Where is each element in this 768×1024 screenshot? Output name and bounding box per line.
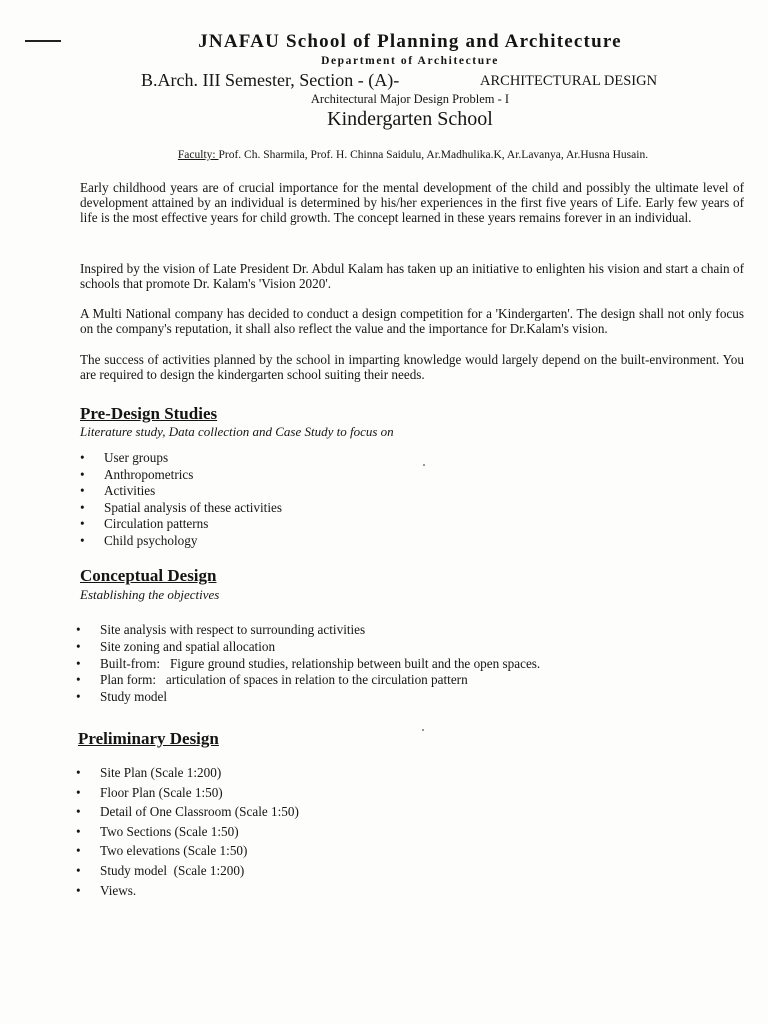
section-subheading-pre-design: Literature study, Data collection and Case Study to focus on	[80, 424, 394, 439]
list-item: • Site Plan (Scale 1:200)	[76, 763, 299, 783]
list-item: • Anthropometrics	[80, 466, 194, 482]
list-item: • Views.	[76, 881, 299, 901]
bullet-icon: •	[76, 882, 81, 898]
list-item: • Activities	[80, 483, 156, 499]
list-item: • Study model	[76, 689, 168, 705]
subject-name: ARCHITECTURAL DESIGN	[480, 73, 658, 89]
bullet-icon: •	[76, 672, 81, 688]
faculty-label: Faculty:	[177, 149, 219, 161]
bullet-icon: •	[80, 466, 85, 482]
bullet-icon: •	[76, 655, 81, 671]
section-heading-conceptual-design: Conceptual Design	[80, 566, 217, 585]
bullet-icon: •	[76, 689, 81, 705]
list-item: • Detail of One Classroom (Scale 1:50)	[76, 802, 299, 822]
list-item: • Child psychology	[80, 532, 198, 548]
list-item: • Built-from: Figure ground studies, relationship between built and the open spaces.	[76, 655, 541, 671]
bullet-icon: •	[80, 450, 85, 465]
bullet-icon: •	[80, 532, 85, 548]
design-problem: Architectural Major Design Problem - I	[310, 92, 510, 106]
list-item: • Plan form: articulation of spaces in relation to the circulation pattern	[76, 672, 468, 688]
section-subheading-conceptual-design: Establishing the objectives	[80, 587, 220, 602]
bullet-icon: •	[76, 823, 81, 839]
faculty-line	[80, 149, 746, 161]
pre-design-list	[80, 450, 282, 550]
intro-paragraph: The success of activities planned by the school in imparting knowledge would largely depend on the built-environment. You are required to design the kindergarten school suiting their needs.	[80, 352, 744, 382]
list-item: • User groups	[80, 450, 169, 465]
bullet-icon: •	[80, 516, 85, 532]
list-item: • Circulation patterns	[80, 516, 209, 532]
list-item: • Floor Plan (Scale 1:50)	[76, 783, 299, 803]
bullet-icon: •	[76, 784, 81, 800]
list-item: • Two Sections (Scale 1:50)	[76, 822, 299, 842]
bullet-icon: •	[76, 638, 81, 654]
corner-dash-mark	[25, 40, 61, 42]
bullet-icon: •	[76, 804, 81, 820]
list-item: • Study model (Scale 1:200)	[76, 861, 299, 881]
intro-paragraph: A Multi National company has decided to conduct a design competition for a 'Kindergarten'. The design shall not only focus on the company's reputation, it shall also reflect the value and the importance for Dr.Kalam's vision.	[80, 306, 744, 336]
bullet-icon: •	[76, 622, 81, 637]
list-item: • Spatial analysis of these activities	[80, 499, 282, 515]
document-title: Kindergarten School	[327, 108, 493, 130]
intro-paragraph: Early childhood years are of crucial importance for the mental development of the child and possibly the ultimate level of development attained by an individual is determined by his/her experiences in the first five years of Life. Early few years of life is the most effective years for child growth. The concept learned in these years remains forever in an individual.	[80, 180, 744, 225]
bullet-icon: •	[76, 862, 81, 878]
bullet-icon: •	[80, 483, 85, 499]
bullet-icon: •	[76, 765, 81, 780]
scan-speck	[422, 729, 424, 731]
preliminary-design-list	[76, 763, 299, 900]
section-heading-preliminary-design: Preliminary Design	[78, 729, 219, 748]
intro-paragraph: Inspired by the vision of Late President Dr. Abdul Kalam has taken up an initiative to enlighten his vision and start a chain of schools that promote Dr. Kalam's 'Vision 2020'.	[80, 261, 744, 291]
list-item: • Site analysis with respect to surrounding activities	[76, 622, 366, 637]
list-item: • Two elevations (Scale 1:50)	[76, 841, 299, 861]
faculty-names: Prof. Ch. Sharmila, Prof. H. Chinna Saidulu, Ar.Madhulika.K, Ar.Lavanya, Ar.Husna Husain.	[218, 149, 649, 161]
school-name: JNAFAU School of Planning and Architecture	[198, 31, 622, 52]
bullet-icon: •	[76, 843, 81, 859]
scan-speck	[423, 464, 425, 466]
conceptual-design-list	[76, 622, 540, 706]
bullet-icon: •	[80, 499, 85, 515]
department-name: Department of Architecture	[321, 55, 499, 67]
list-item: • Site zoning and spatial allocation	[76, 638, 276, 654]
section-heading-pre-design: Pre-Design Studies	[80, 404, 218, 423]
semester-section: B.Arch. III Semester, Section - (A)-	[141, 70, 400, 90]
